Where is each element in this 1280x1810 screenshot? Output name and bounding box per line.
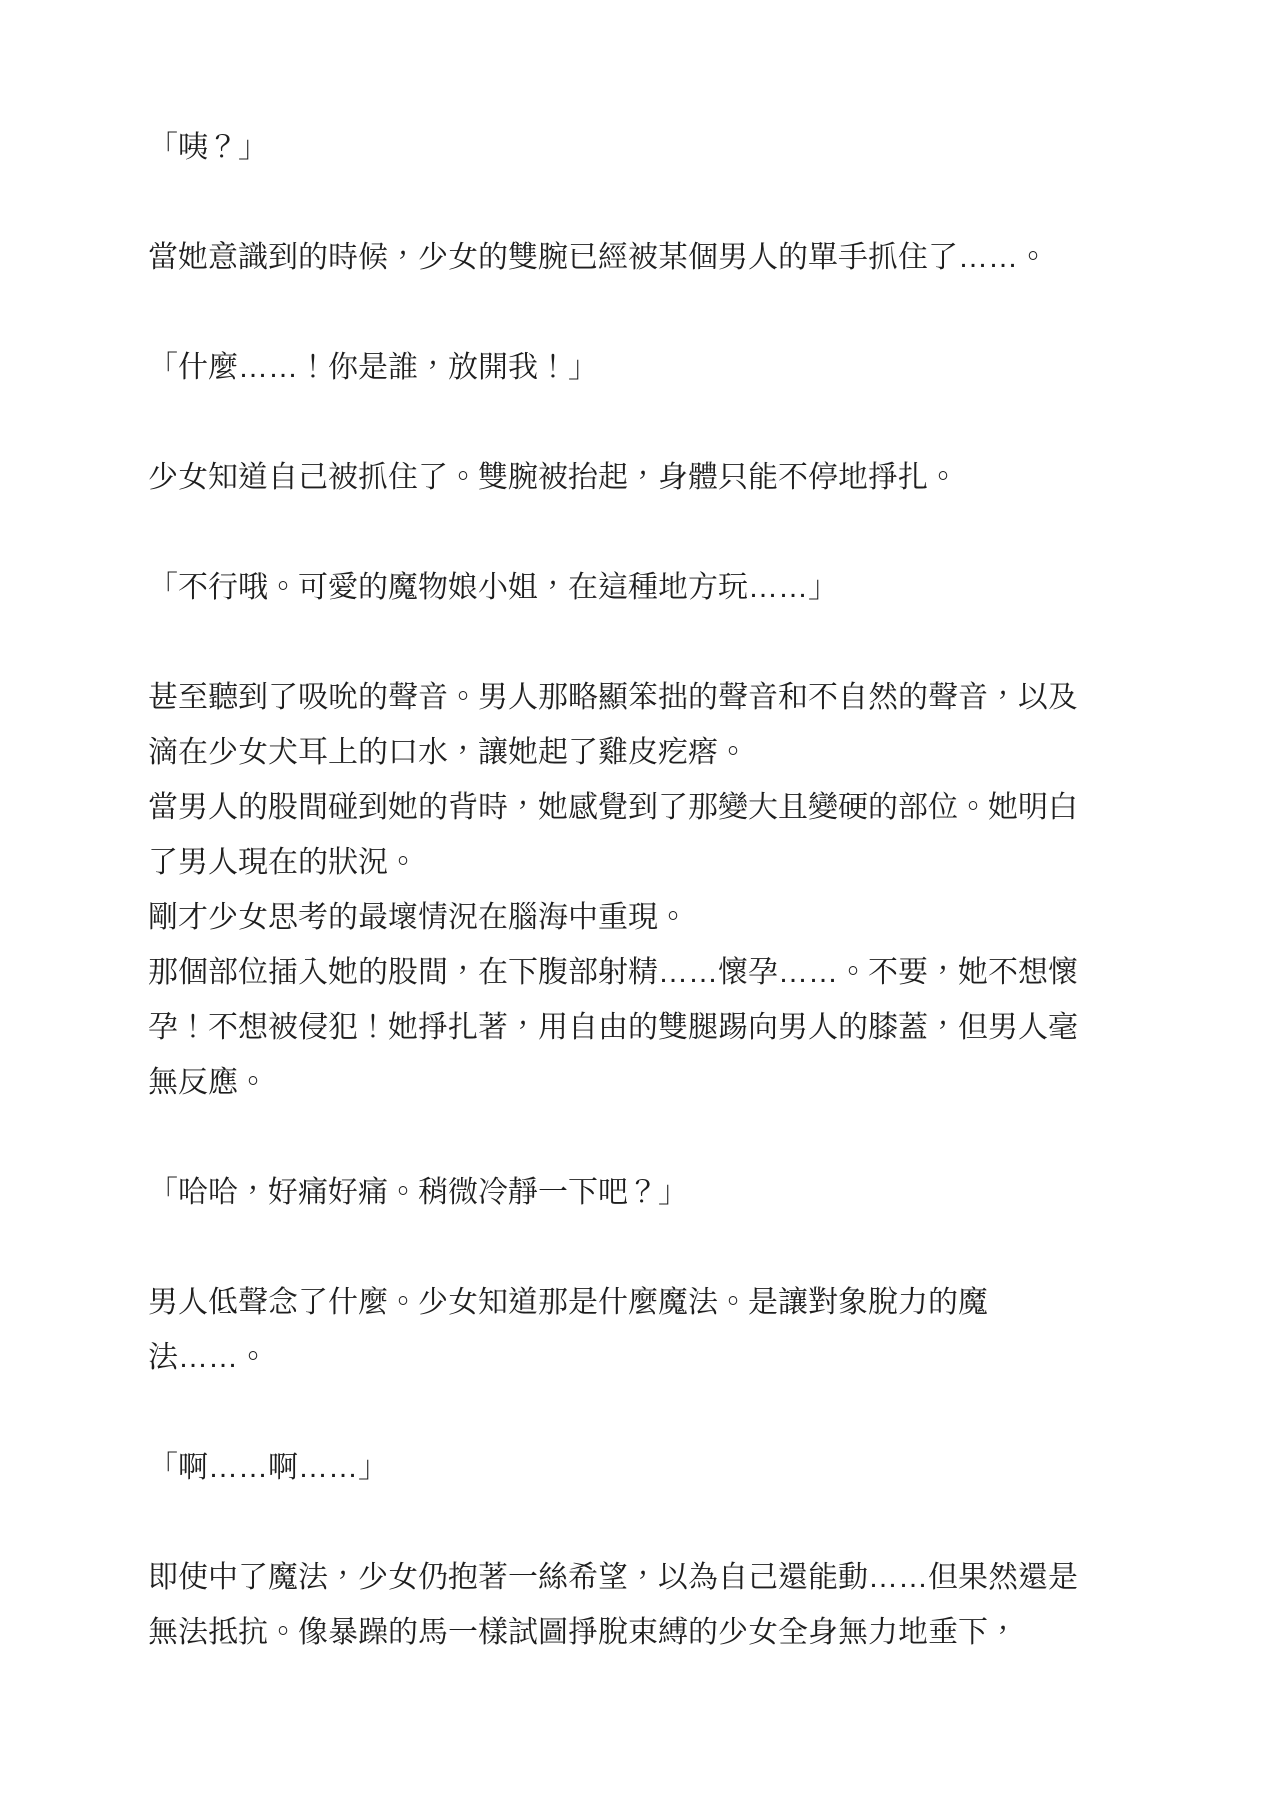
- story-paragraph: 當她意識到的時候，少女的雙腕已經被某個男人的單手抓住了……。: [148, 241, 1048, 274]
- story-paragraph: 即使中了魔法，少女仍抱著一絲希望，以為自己還能動……但果然還是無法抵抗。像暴躁的馬一樣試圖掙脫束縛的少女全身無力地垂下，: [148, 1561, 1078, 1649]
- story-paragraph: 少女知道自己被抓住了。雙腕被抬起，身體只能不停地掙扎。: [148, 461, 958, 494]
- story-paragraph: 剛才少女思考的最壞情況在腦海中重現。: [148, 901, 688, 934]
- story-paragraph: 甚至聽到了吸吮的聲音。男人那略顯笨拙的聲音和不自然的聲音，以及滴在少女犬耳上的口水，讓她起了雞皮疙瘩。: [148, 681, 1078, 769]
- story-paragraph: 「啊……啊……」: [148, 1451, 388, 1484]
- story-paragraph: 男人低聲念了什麼。少女知道那是什麼魔法。是讓對象脫力的魔法……。: [148, 1286, 988, 1374]
- story-paragraph: 「哈哈，好痛好痛。稍微冷靜一下吧？」: [148, 1176, 688, 1209]
- story-paragraph: 「不行哦。可愛的魔物娘小姐，在這種地方玩……」: [148, 571, 838, 604]
- story-paragraph: 「咦？」: [148, 131, 268, 164]
- story-paragraph: 「什麼……！你是誰，放開我！」: [148, 351, 598, 384]
- story-paragraph: 當男人的股間碰到她的背時，她感覺到了那變大且變硬的部位。她明白了男人現在的狀況。: [148, 791, 1078, 879]
- story-paragraph: 那個部位插入她的股間，在下腹部射精……懷孕……。不要，她不想懷孕！不想被侵犯！她掙扎著，用自由的雙腿踢向男人的膝蓋，但男人毫無反應。: [148, 956, 1078, 1099]
- story-text-block: [148, 120, 1088, 1660]
